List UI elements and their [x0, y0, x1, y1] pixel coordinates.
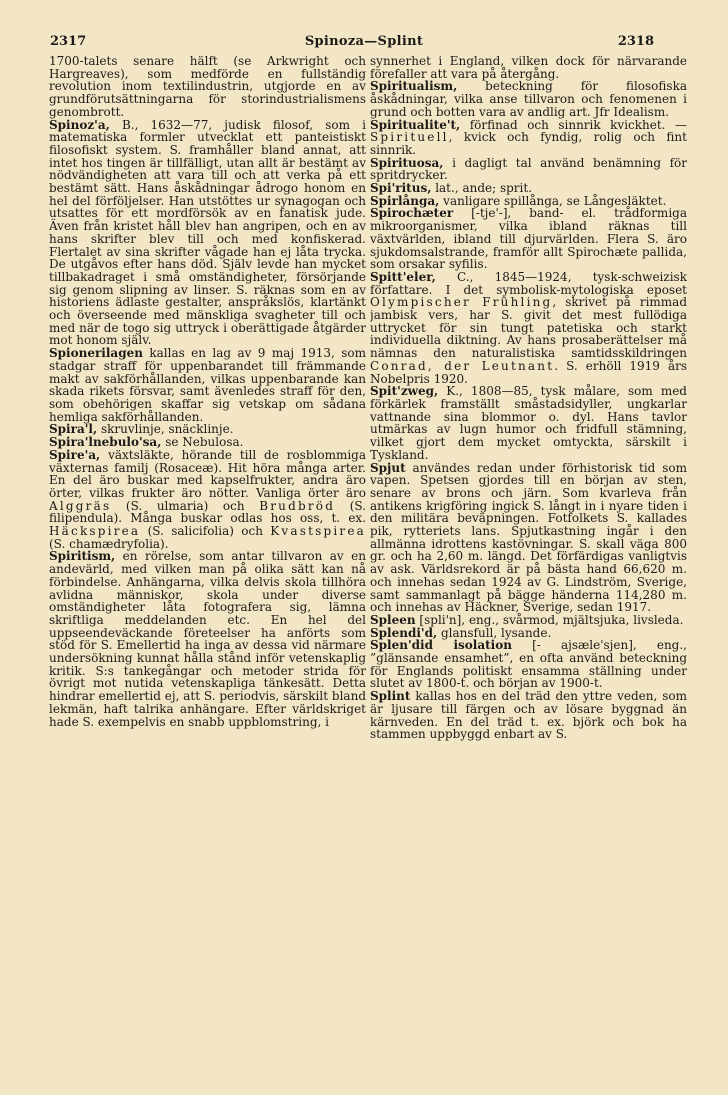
spaced-term: Olympischer Frühling [370, 295, 553, 310]
entry-text: lat., ande; sprit. [431, 181, 533, 196]
entry-text: B., 1632—77, judisk filosof, som i matematiska formler utvecklat ett panteistiskt filosofiskt system. S. framhåller bland annat, att intet hos tingen är tillfälligt, utan allt är bestämt av nödvändigheten att vara till och att verka på ett bestämt sätt. Hans åskådningar ådrogo honom en hel del förföljelser. Han utstöttes ur synagogan och utsattes för ett mordförsök av en fanatisk jude. Även från kristet håll blev han angripen, och en av hans skrifter blev till och med konfiskerad. Flertalet av sina skrifter vågade han ej låta trycka. De utgåvos efter hans död. Själv levde han mycket tillbakadraget i små omständigheter, försörjande sig genom slipning av linser. S. räknas som en av historiens ädlaste gestalter, anspråkslös, klartänkt och överseende med mänskliga svagheter till och med när de togo sig uttryck i oberättigade åtgärder mot honom själv. [49, 117, 366, 348]
entry-headword: Spit'zweg, [370, 384, 439, 399]
spaced-term: Alggräs [49, 498, 112, 513]
entry-headword: Spiritism, [49, 549, 116, 564]
dictionary-entry [49, 550, 366, 728]
spaced-term: Kvastspirea [270, 524, 366, 539]
entry-headword: Spirochæter [370, 206, 454, 221]
entry-text: kallas hos en del träd den yttre veden, som är ljusare till färgen och av lösare byggnad än kärnveden. En del träd t. ex. björk och bok ha stammen uppbyggd enbart av S. [370, 689, 687, 742]
entry-text: vanligare spillånga, se Långesläktet. [439, 193, 667, 208]
dictionary-entry [49, 347, 366, 423]
entry-headword: Spjut [370, 460, 406, 475]
entry-text: (S. filipendula). Många buskar odlas hos oss, t. ex. [49, 498, 366, 526]
dictionary-entry [49, 449, 366, 551]
entry-headword: Spirituosa, [370, 155, 444, 170]
dictionary-entry [370, 157, 687, 182]
entry-headword: Spitt'eler, [370, 269, 436, 284]
entry-text: . S. erhöll 1919 års Nobelpris 1920. [370, 358, 687, 386]
entry-text: (S. salicifolia) och [140, 524, 271, 539]
entry-headword: Spiritualite't, [370, 117, 461, 132]
page-header [0, 34, 728, 54]
entry-text: [- ajsæle'sjen], eng., ”glänsande ensamhet”, en ofta använd beteckning för Englands politiskt ensamma ställning under slutet av 1800-t. och början av 1900-t. [370, 638, 687, 691]
dictionary-entry [370, 271, 687, 385]
entry-text: , kvick och fyndig, rolig och fint sinnrik. [370, 130, 687, 157]
entry-text: (S. ulmaria) och [111, 498, 260, 513]
entry-text: [-tje'-], band- el. trådformiga mikroorganismer, vilka ibland räknas till växtvärlden, ibland till djurvärlden. Flera S. äro sjukdomsalstrande, framför allt Spirochæte pallida, som orsakar syfilis. [370, 206, 687, 272]
entry-text: skruvlinje, snäcklinje. [97, 422, 234, 437]
entry-text: (S. chamædryfolia). [49, 536, 169, 551]
entry-headword: Spleen [370, 612, 416, 627]
dictionary-entry [370, 639, 687, 690]
entry-headword: Splint [370, 689, 411, 704]
spaced-term: Häckspirea [49, 524, 141, 539]
entry-headword: Spionerilagen [49, 346, 143, 361]
dictionary-entry [370, 55, 687, 80]
entry-headword: Spiritualism, [370, 79, 458, 94]
entry-text: en rörelse, som antar tillvaron av en andevärld, med vilken man på olika sätt kan nå förbindelse. Anhängarna, vilka delvis skola tillhöra avlidna människor, skola under diverse omständigheter låta fotografera sig, lämna skriftliga meddelanden etc. En hel del uppseendeväckande företeelser ha anförts som stöd för S. Emellertid ha inga av dessa vid närmare undersökning kunnat hålla stånd inför vetenskaplig kritik. S:s tankegångar och metoder strida för övrigt mot nutida vetenskapliga tänkesätt. Detta hindrar emellertid ej, att S. periodvis, särskilt bland lekmän, haft talrika anhängare. Efter världskriget hade S. exempelvis en snabb uppblomstring, i [49, 549, 366, 729]
entry-text: , skrivet på rimmad jambisk vers, har S. givit det mest fullödiga uttrycket för sin tungt patetiska och starkt individuella diktning. Av hans prosaberättelser må nämnas den naturalistiska samtidsskildringen [370, 295, 687, 361]
entry-headword: Spinoz'a, [49, 117, 110, 132]
entry-text: beteckning för filosofiska åskådningar, vilka anse tillvaron och fenomenen i grund och botten vara av andlig art. Jfr Idealism. [370, 79, 687, 119]
entry-text: K., 1808—85, tysk målare, som med förkärlek framställt småstadsidyller, ungkarlar vattnande sina blommor o. dyl. Hans tavlor utmärkas av lugn humor och fridfull stämning, vilket gjort dem mycket omtyckta, särskilt i Tyskland. [370, 384, 687, 462]
entry-text: glansfull, lysande. [437, 625, 552, 640]
dictionary-entry [370, 80, 687, 118]
spaced-term: Brudbröd [259, 498, 336, 513]
dictionary-entry [49, 119, 366, 348]
entry-text: C., 1845—1924, tysk-schweizisk författare. I det symbolisk-mytologiska eposet [370, 269, 687, 297]
dictionary-entry [370, 207, 687, 271]
spaced-term: Conrad, der Leutnant [370, 358, 555, 373]
right-page-number: 2318 [617, 34, 654, 49]
entry-headword: Spira'lnebulo'sa, [49, 435, 162, 450]
dictionary-entry [370, 385, 687, 461]
entry-text: se Nebulosa. [161, 435, 244, 450]
spaced-term: Spirituell [370, 130, 449, 145]
entry-headword: Spira'l, [49, 422, 98, 437]
entry-text: användes redan under förhistorisk tid som vapen. Spetsen gjordes till en början av sten, senare av brons och järn. Som kvarleva från antikens krigföring ingick S. långt in i nyare tiden i den militära beväpningen. Fotfolkets S. kallades pik, rytteriets lans. Spjutkastning ingår i den allmänna idrottens kastövningar. S. skall väga 800 gr. och ha 2,60 m. längd. Det förfärdigas vanligtvis av ask. Världsrekord är på bästa hand 66,620 m. och innehas sedan 1924 av G. Lindström, Sverige, samt sammanlagt på bägge händerna 114,280 m. och innehas av Häckner, Sverige, sedan 1917. [370, 460, 687, 615]
entry-text: förfinad och sinnrik kvickhet. — [460, 117, 687, 132]
entry-text: kallas en lag av 9 maj 1913, som stadgar straff för uppenbarandet till främmande makt av sakförhållanden, vilkas uppenbarande kan skada rikets försvar, samt ävenledes straff för den, som obehörigen skaffar sig vetskap om sådana hemliga sakförhållanden. [49, 346, 366, 424]
entry-text: 1700-talets senare hälft (se Arkwright och Hargreaves), som medförde en fullständig revolution inom textilindustrin, utgjorde en av grundförutsättningarna för storindustrialismens genombrott. [49, 55, 366, 119]
dictionary-entry [370, 690, 687, 741]
entry-text: [spli'n], eng., svårmod, mjältsjuka, livsleda. [415, 612, 684, 627]
entry-headword: Spi'ritus, [370, 181, 432, 196]
entry-headword: Spirlånga, [370, 193, 440, 208]
right-column [370, 55, 687, 1080]
left-page-number: 2317 [50, 34, 87, 49]
dictionary-entry [370, 462, 687, 614]
entry-headword: Splen'did isolation [370, 638, 512, 653]
left-column [49, 55, 366, 1080]
dictionary-entry [370, 119, 687, 157]
running-title: Spinoza—Splint [304, 34, 424, 49]
entry-text: i dagligt tal använd benämning för spritdrycker. [370, 155, 687, 183]
entry-headword: Spire'a, [49, 447, 101, 462]
entry-text: synnerhet i England, vilken dock för närvarande förefaller att vara på återgång. [370, 55, 687, 81]
dictionary-entry [49, 55, 366, 119]
entry-headword: Splendi'd, [370, 625, 438, 640]
entry-text: växtsläkte, hörande till de rosblommiga växternas familj (Rosaceæ). Hit höra många arter. En del äro buskar med kapselfrukter, andra äro örter, vilkas frukter äro nötter. Vanliga örter äro [49, 447, 366, 500]
